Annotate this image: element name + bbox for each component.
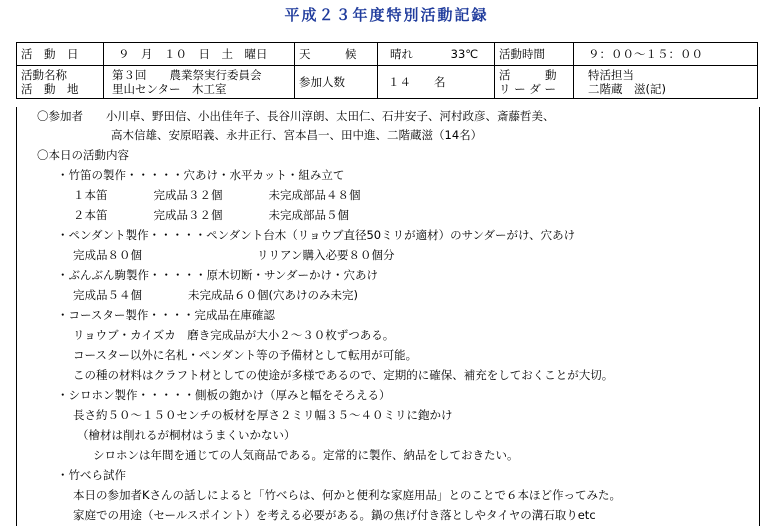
- activity-name-value: 第３回 農業祭実行委員会: [112, 68, 262, 82]
- leader-value-cell: [574, 66, 758, 99]
- leader-value-1: 特活担当: [588, 68, 634, 82]
- leader-label-1: 活 動: [499, 68, 557, 82]
- participants-value: １４ 名: [378, 66, 495, 99]
- leader-value-2: 二階蔵 滋(記): [588, 82, 666, 96]
- activity-place-label: 活 動 地: [21, 82, 79, 96]
- detail-line: シロホンは年間を通じての人気商品である。定常的に製作、納品をしておきたい。: [93, 448, 519, 462]
- detail-line: 家庭での用途（セールスポイント）を考える必要がある。鍋の焦げ付き落としやタイヤの溝石取りetc: [73, 508, 596, 522]
- item-bamboo-spatula: ・竹べら試作: [57, 468, 126, 482]
- header-table: [16, 42, 758, 99]
- item-bamboo-flute: ・竹笛の製作・・・・・穴あけ・水平カット・組み立て: [57, 168, 345, 182]
- weather-label: 天 候: [295, 43, 378, 66]
- item-buzz-top: ・ぶんぶん駒製作・・・・・原木切断・サンダーかけ・穴あけ: [57, 268, 378, 282]
- item-coaster: ・コースター製作・・・・完成品在庫確認: [57, 308, 275, 322]
- detail-line: １本笛 完成品３２個 未完成部品４８個: [73, 188, 361, 202]
- detail-line: この種の材料はクラフト材としての使途が多様であるので、定期的に確保、補充をしておくことが大切。: [73, 368, 614, 382]
- activity-place-value: 里山センター 木工室: [112, 82, 227, 96]
- detail-line: ２本笛 完成品３２個 未完成部品５個: [73, 208, 349, 222]
- detail-line: 完成品８０個 リリアン購入必要８０個分: [73, 248, 395, 262]
- detail-line: 完成品５４個 未完成品６０個(穴あけのみ未完): [73, 288, 358, 302]
- time-value: ９：００～１５：００: [574, 43, 758, 66]
- item-pendant: ・ペンダント製作・・・・・ペンダント台木（リョウブ直径50ミリが適材）のサンダーがけ、穴あけ: [57, 228, 576, 242]
- leader-label-2: リ ー ダ ー: [499, 82, 556, 96]
- participants-line-1: 〇参加者 小川卓、野田信、小出佳年子、長谷川淳朗、太田仁、石井安子、河村政彦、斎藤哲美、: [37, 109, 555, 123]
- weather-value: 晴れ: [390, 47, 413, 61]
- participants-label: 参加人数: [295, 66, 378, 99]
- date-label: 活 動 日: [17, 43, 104, 66]
- date-value: ９ 月 １０ 日 土 曜日: [104, 43, 295, 66]
- time-label: 活動時間: [495, 43, 574, 66]
- activity-name-label: 活動名称: [21, 68, 67, 82]
- detail-line: 長さ約５０～１５０センチの板材を厚さ２ミリ幅３５～４０ミリに鉋かけ: [73, 408, 453, 422]
- document-title: 平成２３年度特別活動記録: [284, 6, 489, 24]
- detail-line: （檜材は削れるが桐材はうまくいかない）: [77, 428, 296, 442]
- temperature-value: 33℃: [450, 47, 479, 61]
- detail-line: リョウブ・カイズカ 磨き完成品が大小２～３０枚ずつある。: [73, 328, 395, 342]
- name-place-value-cell: [104, 66, 295, 99]
- section-heading: 〇本日の活動内容: [37, 148, 129, 162]
- record-body: [16, 107, 760, 526]
- detail-line: 本日の参加者Kさんの話しによると「竹べらは、何かと便利な家庭用品」とのことで６本ほど作ってみた。: [73, 488, 622, 502]
- name-place-label-cell: [17, 66, 104, 99]
- item-xylophone: ・シロホン製作・・・・・側板の鉋かけ（厚みと幅をそろえる）: [57, 388, 391, 402]
- leader-label-cell: [495, 66, 574, 99]
- weather-cell: [378, 43, 495, 66]
- detail-line: コースター以外に名札・ペンダント等の予備材として転用が可能。: [73, 348, 418, 362]
- participants-line-2: 高木信雄、安原昭義、永井正行、宮本昌一、田中進、二階蔵滋（14名）: [111, 128, 483, 142]
